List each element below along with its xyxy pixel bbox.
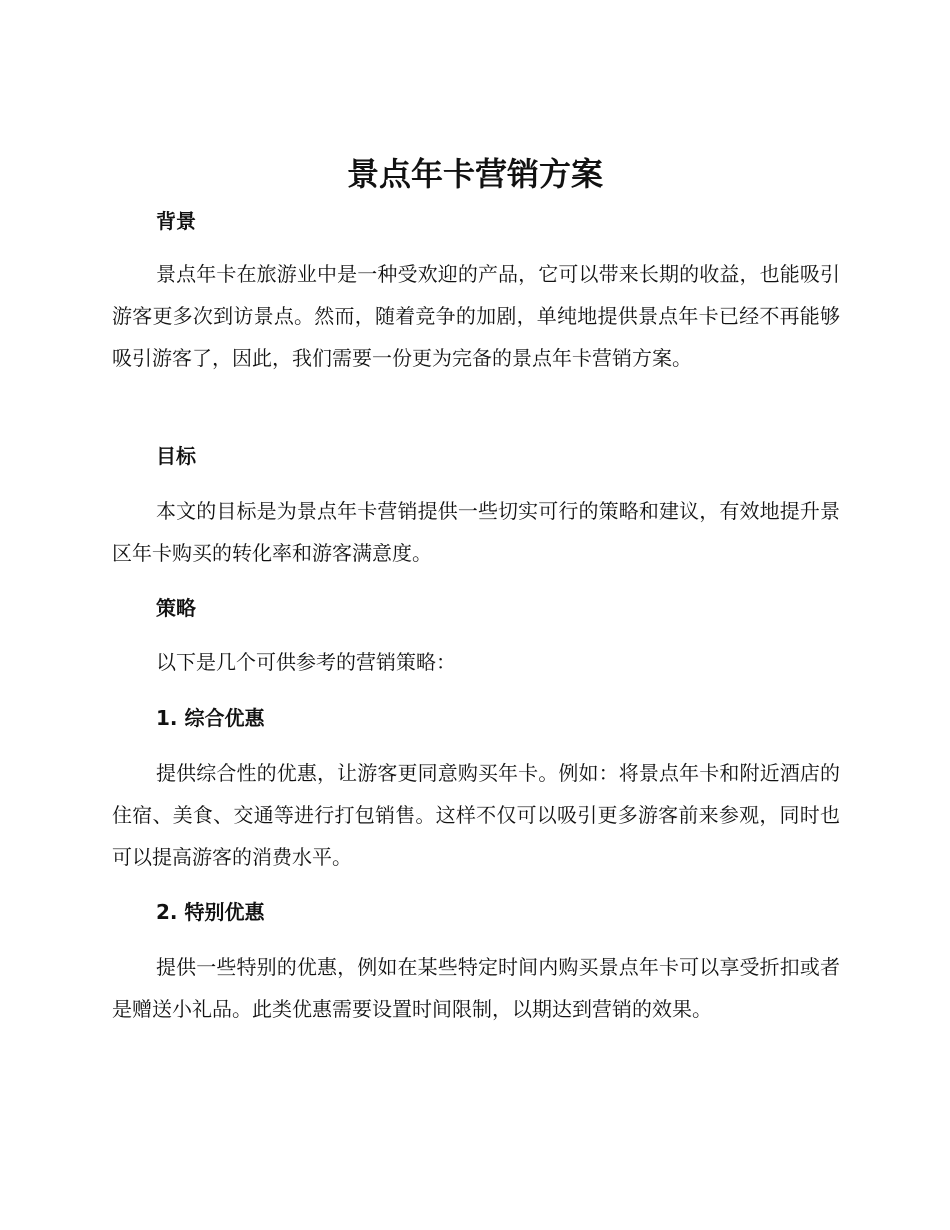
background-paragraph: 景点年卡在旅游业中是一种受欢迎的产品，它可以带来长期的收益，也能吸引游客更多次到访景点。然而，随着竞争的加剧，单纯地提供景点年卡已经不再能够吸引游客了，因此，我们需要一份更为完备的景点年卡营销方案。 [112,262,840,370]
strategy-item-heading-1: 1. 综合优惠 [156,706,265,730]
strategy-intro: 以下是几个可供参考的营销策略： [156,650,456,674]
document-title: 景点年卡营销方案 [346,155,603,193]
strategy-item-heading-2: 2. 特别优惠 [156,900,265,924]
section-heading-strategy: 策略 [156,596,196,620]
section-heading-goal: 目标 [156,444,196,468]
goal-paragraph: 本文的目标是为景点年卡营销提供一些切实可行的策略和建议，有效地提升景区年卡购买的转化率和游客满意度。 [112,499,840,565]
section-heading-background: 背景 [156,209,196,233]
strategy-item-paragraph-1: 提供综合性的优惠，让游客更同意购买年卡。例如：将景点年卡和附近酒店的住宿、美食、交通等进行打包销售。这样不仅可以吸引更多游客前来参观，同时也可以提高游客的消费水平。 [112,761,840,869]
strategy-item-paragraph-2: 提供一些特别的优惠，例如在某些特定时间内购买景点年卡可以享受折扣或者是赠送小礼品。此类优惠需要设置时间限制，以期达到营销的效果。 [112,955,840,1021]
